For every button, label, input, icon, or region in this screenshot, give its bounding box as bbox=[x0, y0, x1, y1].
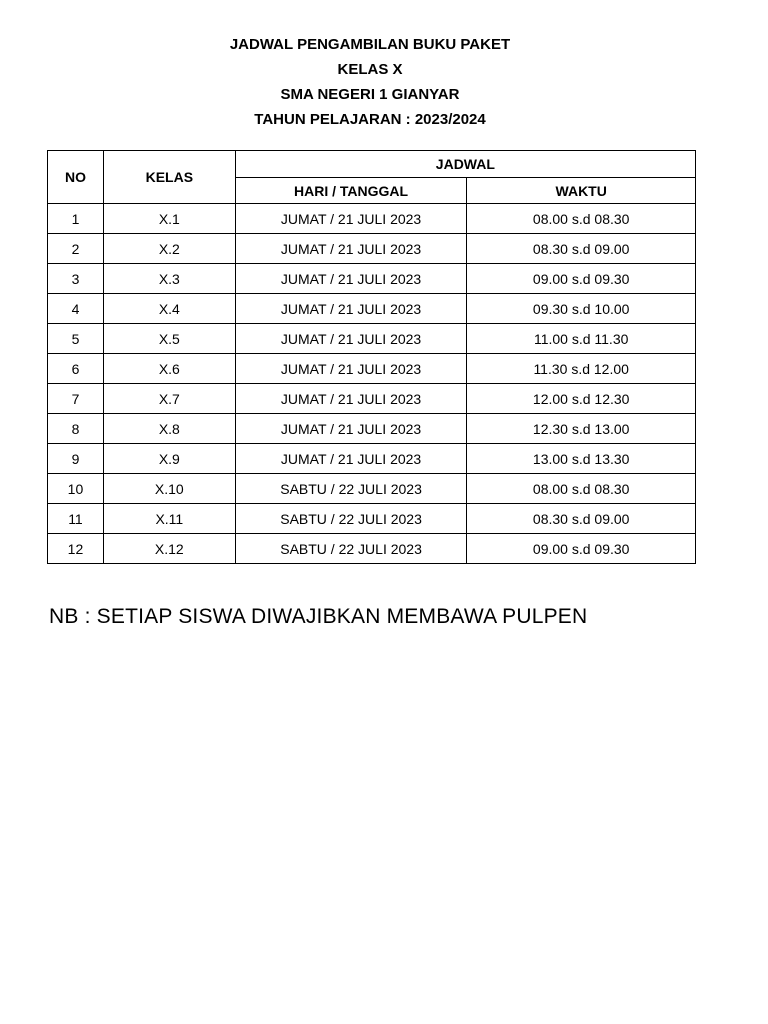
header-waktu: WAKTU bbox=[467, 178, 696, 204]
cell-kelas: X.2 bbox=[103, 234, 235, 264]
table-row bbox=[48, 504, 696, 534]
cell-kelas: X.7 bbox=[103, 384, 235, 414]
cell-kelas: X.12 bbox=[103, 534, 235, 564]
table-row bbox=[48, 414, 696, 444]
cell-waktu: 09.30 s.d 10.00 bbox=[467, 294, 696, 324]
cell-hari-tanggal: JUMAT / 21 JULI 2023 bbox=[235, 294, 467, 324]
cell-hari-tanggal: SABTU / 22 JULI 2023 bbox=[235, 534, 467, 564]
cell-kelas: X.9 bbox=[103, 444, 235, 474]
cell-kelas: X.4 bbox=[103, 294, 235, 324]
cell-no: 3 bbox=[48, 264, 104, 294]
cell-kelas: X.1 bbox=[103, 204, 235, 234]
cell-hari-tanggal: JUMAT / 21 JULI 2023 bbox=[235, 444, 467, 474]
cell-waktu: 08.00 s.d 08.30 bbox=[467, 474, 696, 504]
cell-waktu: 12.00 s.d 12.30 bbox=[467, 384, 696, 414]
title-line: TAHUN PELAJARAN : 2023/2024 bbox=[254, 111, 486, 128]
table-row bbox=[48, 324, 696, 354]
cell-kelas: X.10 bbox=[103, 474, 235, 504]
table-row bbox=[48, 384, 696, 414]
cell-waktu: 11.00 s.d 11.30 bbox=[467, 324, 696, 354]
cell-hari-tanggal: JUMAT / 21 JULI 2023 bbox=[235, 414, 467, 444]
cell-waktu: 09.00 s.d 09.30 bbox=[467, 264, 696, 294]
cell-waktu: 13.00 s.d 13.30 bbox=[467, 444, 696, 474]
cell-no: 9 bbox=[48, 444, 104, 474]
cell-hari-tanggal: JUMAT / 21 JULI 2023 bbox=[235, 324, 467, 354]
cell-no: 2 bbox=[48, 234, 104, 264]
cell-waktu: 12.30 s.d 13.00 bbox=[467, 414, 696, 444]
cell-waktu: 08.30 s.d 09.00 bbox=[467, 504, 696, 534]
table-row bbox=[48, 444, 696, 474]
document-title bbox=[0, 32, 740, 132]
header-kelas: KELAS bbox=[103, 151, 235, 204]
cell-hari-tanggal: JUMAT / 21 JULI 2023 bbox=[235, 264, 467, 294]
cell-no: 6 bbox=[48, 354, 104, 384]
table-row bbox=[48, 234, 696, 264]
cell-kelas: X.6 bbox=[103, 354, 235, 384]
cell-hari-tanggal: SABTU / 22 JULI 2023 bbox=[235, 504, 467, 534]
cell-hari-tanggal: SABTU / 22 JULI 2023 bbox=[235, 474, 467, 504]
table-row bbox=[48, 474, 696, 504]
header-no: NO bbox=[48, 151, 104, 204]
table-row bbox=[48, 294, 696, 324]
cell-no: 1 bbox=[48, 204, 104, 234]
title-line: JADWAL PENGAMBILAN BUKU PAKET bbox=[229, 36, 511, 53]
cell-no: 12 bbox=[48, 534, 104, 564]
cell-waktu: 09.00 s.d 09.30 bbox=[467, 534, 696, 564]
cell-no: 5 bbox=[48, 324, 104, 354]
cell-no: 7 bbox=[48, 384, 104, 414]
cell-kelas: X.11 bbox=[103, 504, 235, 534]
table-row bbox=[48, 534, 696, 564]
cell-waktu: 11.30 s.d 12.00 bbox=[467, 354, 696, 384]
cell-no: 4 bbox=[48, 294, 104, 324]
table-row bbox=[48, 264, 696, 294]
header-hari-tanggal: HARI / TANGGAL bbox=[235, 178, 467, 204]
table-header-row bbox=[48, 151, 696, 178]
cell-no: 11 bbox=[48, 504, 104, 534]
header-jadwal: JADWAL bbox=[235, 151, 695, 178]
table-row bbox=[48, 354, 696, 384]
cell-waktu: 08.00 s.d 08.30 bbox=[467, 204, 696, 234]
cell-no: 8 bbox=[48, 414, 104, 444]
table-row bbox=[48, 204, 696, 234]
cell-hari-tanggal: JUMAT / 21 JULI 2023 bbox=[235, 234, 467, 264]
cell-kelas: X.5 bbox=[103, 324, 235, 354]
cell-waktu: 08.30 s.d 09.00 bbox=[467, 234, 696, 264]
cell-hari-tanggal: JUMAT / 21 JULI 2023 bbox=[235, 204, 467, 234]
title-line: SMA NEGERI 1 GIANYAR bbox=[280, 86, 460, 103]
cell-kelas: X.8 bbox=[103, 414, 235, 444]
title-line: KELAS X bbox=[337, 61, 403, 78]
cell-no: 10 bbox=[48, 474, 104, 504]
schedule-table bbox=[47, 150, 696, 564]
cell-hari-tanggal: JUMAT / 21 JULI 2023 bbox=[235, 354, 467, 384]
cell-hari-tanggal: JUMAT / 21 JULI 2023 bbox=[235, 384, 467, 414]
note-text: NB : SETIAP SISWA DIWAJIBKAN MEMBAWA PULPEN bbox=[49, 605, 588, 628]
cell-kelas: X.3 bbox=[103, 264, 235, 294]
